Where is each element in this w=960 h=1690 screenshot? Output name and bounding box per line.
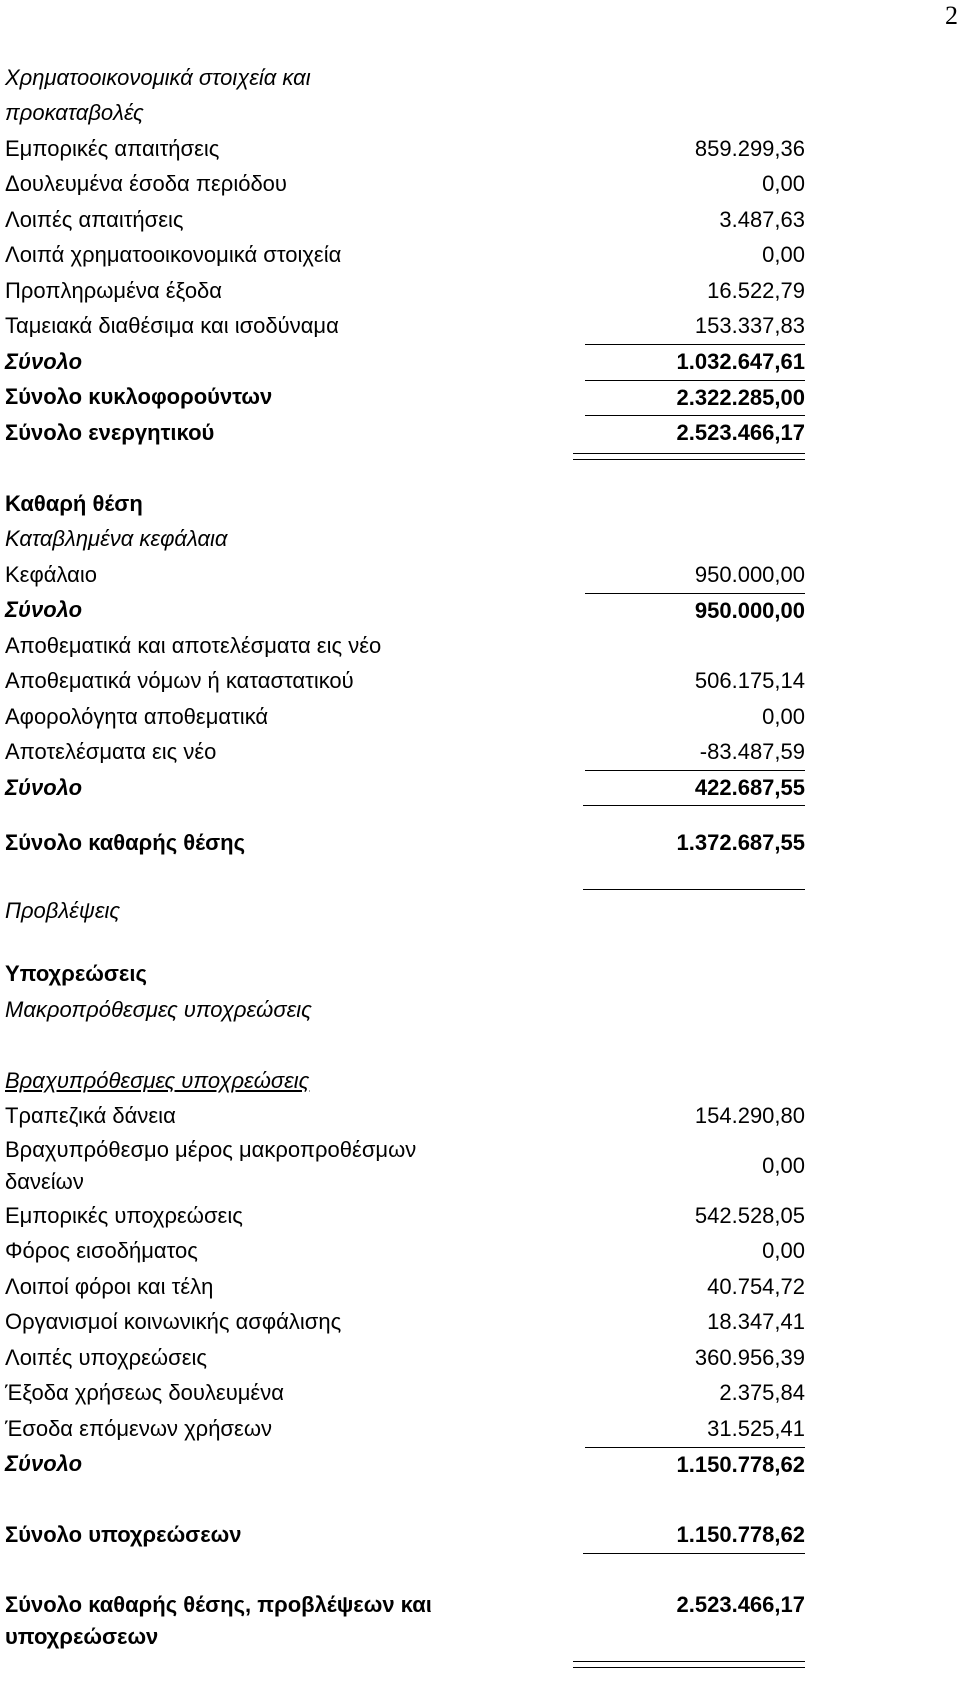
table-row bbox=[5, 1269, 805, 1305]
section-heading-label: Χρηματοοικονομικά στοιχεία και bbox=[5, 64, 311, 90]
table-row-multiline bbox=[5, 1134, 805, 1198]
grand-total-value: 2.523.466,17 bbox=[676, 1591, 805, 1617]
subtotal-value: 1.032.647,61 bbox=[585, 344, 805, 379]
table-row bbox=[5, 1198, 805, 1234]
section-heading-line2 bbox=[5, 96, 805, 132]
short-term-total-row bbox=[5, 1447, 805, 1483]
current-assets-total-value: 2.322.285,00 bbox=[585, 380, 805, 415]
capital-total-row bbox=[5, 593, 805, 629]
table-row bbox=[5, 1099, 805, 1135]
table-row bbox=[5, 1340, 805, 1376]
row-label: Λοιπές υποχρεώσεις bbox=[5, 1344, 207, 1370]
spacer bbox=[5, 1028, 805, 1064]
row-label: Εμπορικές υποχρεώσεις bbox=[5, 1202, 243, 1228]
row-value: 859.299,36 bbox=[694, 135, 805, 161]
row-value: 950.000,00 bbox=[694, 561, 805, 587]
spacer bbox=[5, 806, 805, 826]
reserves-total-row bbox=[5, 770, 805, 806]
table-row bbox=[5, 664, 805, 700]
current-assets-total-label: Σύνολο κυκλοφορούντων bbox=[5, 384, 273, 410]
subtotal-row bbox=[5, 344, 805, 380]
row-value: 153.337,83 bbox=[694, 313, 805, 339]
double-underline bbox=[573, 453, 805, 460]
row-label: Αφορολόγητα αποθεματικά bbox=[5, 703, 269, 729]
spacer bbox=[5, 1482, 805, 1518]
table-row bbox=[5, 167, 805, 203]
current-assets-total-row bbox=[5, 380, 805, 416]
row-label: Έσοδα επόμενων χρήσεων bbox=[5, 1415, 272, 1441]
reserves-heading-row bbox=[5, 628, 805, 664]
assets-total-row bbox=[5, 415, 805, 451]
equity-heading: Καθαρή θέση bbox=[5, 490, 143, 516]
equity-heading-row bbox=[5, 486, 805, 522]
row-value: 360.956,39 bbox=[694, 1344, 805, 1370]
short-term-heading: Βραχυπρόθεσμες υποχρεώσεις bbox=[5, 1067, 310, 1093]
row-label: Τραπεζικά δάνεια bbox=[5, 1103, 176, 1129]
row-label: Έξοδα χρήσεως δουλευμένα bbox=[5, 1380, 284, 1406]
row-label: Αποθεματικά νόμων ή καταστατικού bbox=[5, 668, 354, 694]
row-value: 0,00 bbox=[762, 703, 805, 729]
equity-total-value: 1.372.687,55 bbox=[676, 830, 805, 856]
page-number: 2 bbox=[945, 1, 958, 30]
assets-total-value: 2.523.466,17 bbox=[585, 415, 805, 450]
row-label: Κεφάλαιο bbox=[5, 561, 97, 587]
long-term-heading: Μακροπρόθεσμες υποχρεώσεις bbox=[5, 996, 312, 1022]
table-row bbox=[5, 699, 805, 735]
liabilities-heading: Υποχρεώσεις bbox=[5, 961, 147, 987]
row-value: 542.528,05 bbox=[694, 1202, 805, 1228]
grand-total-label-line2: υποχρεώσεων bbox=[5, 1623, 159, 1649]
grand-total-label-line1: Σύνολο καθαρής θέσης, προβλέψεων και bbox=[5, 1591, 432, 1617]
equity-total-label: Σύνολο καθαρής θέσης bbox=[5, 830, 246, 856]
long-term-heading-row bbox=[5, 992, 805, 1028]
reserves-total-value: 422.687,55 bbox=[585, 770, 805, 805]
row-value: 0,00 bbox=[762, 1153, 805, 1178]
section-heading-label-cont: προκαταβολές bbox=[5, 100, 144, 126]
row-label: Λοιποί φόροι και τέλη bbox=[5, 1273, 214, 1299]
capital-heading-row bbox=[5, 522, 805, 558]
spacer bbox=[5, 1553, 805, 1589]
provisions-heading: Προβλέψεις bbox=[5, 897, 121, 923]
grand-total-label bbox=[5, 1589, 432, 1653]
liabilities-total-value: 1.150.778,62 bbox=[676, 1522, 805, 1548]
row-value: 154.290,80 bbox=[694, 1103, 805, 1129]
liabilities-total-row bbox=[5, 1518, 805, 1554]
short-term-total-label: Σύνολο bbox=[5, 1451, 83, 1477]
underline bbox=[583, 889, 805, 890]
table-row bbox=[5, 202, 805, 238]
capital-heading: Καταβλημένα κεφάλαια bbox=[5, 526, 228, 552]
row-value: 31.525,41 bbox=[707, 1415, 805, 1441]
table-row bbox=[5, 238, 805, 274]
double-underline bbox=[573, 1661, 805, 1668]
row-value: 2.375,84 bbox=[719, 1380, 805, 1406]
spacer bbox=[5, 929, 805, 957]
row-label: Αποτελέσματα εις νέο bbox=[5, 739, 217, 765]
reserves-heading: Αποθεματικά και αποτελέσματα εις νέο bbox=[5, 632, 382, 658]
table-row bbox=[5, 1411, 805, 1447]
short-term-total-value: 1.150.778,62 bbox=[585, 1447, 805, 1482]
row-value: -83.487,59 bbox=[699, 739, 805, 765]
row-label: Προπληρωμένα έξοδα bbox=[5, 277, 223, 303]
table-row bbox=[5, 1376, 805, 1412]
capital-total-label: Σύνολο bbox=[5, 597, 83, 623]
balance-sheet bbox=[5, 60, 805, 1653]
underline bbox=[583, 805, 805, 806]
row-label: Δουλευμένα έσοδα περιόδου bbox=[5, 171, 287, 197]
provisions-heading-row bbox=[5, 893, 805, 929]
row-label: Ταμειακά διαθέσιμα και ισοδύναμα bbox=[5, 313, 339, 339]
row-label: Λοιπά χρηματοοικονομικά στοιχεία bbox=[5, 242, 342, 268]
row-value: 3.487,63 bbox=[719, 206, 805, 232]
equity-total-row bbox=[5, 826, 805, 862]
table-row bbox=[5, 1234, 805, 1270]
row-value: 0,00 bbox=[762, 171, 805, 197]
row-label-line1: Βραχυπρόθεσμο μέρος μακροπροθέσμων bbox=[5, 1137, 417, 1162]
table-row bbox=[5, 557, 805, 593]
row-value: 0,00 bbox=[762, 242, 805, 268]
row-label: Λοιπές απαιτήσεις bbox=[5, 206, 184, 232]
underline bbox=[583, 1553, 805, 1554]
grand-total-row bbox=[5, 1589, 805, 1653]
row-label-line2: δανείων bbox=[5, 1169, 84, 1194]
row-value: 18.347,41 bbox=[707, 1309, 805, 1335]
row-label: Οργανισμοί κοινωνικής ασφάλισης bbox=[5, 1309, 342, 1335]
table-row bbox=[5, 309, 805, 345]
row-label: Φόρος εισοδήματος bbox=[5, 1238, 198, 1264]
section-heading-line1 bbox=[5, 60, 805, 96]
row-value: 40.754,72 bbox=[707, 1273, 805, 1299]
capital-total-value: 950.000,00 bbox=[585, 593, 805, 628]
rule-row bbox=[5, 861, 805, 893]
row-label bbox=[5, 1134, 416, 1198]
row-value: 0,00 bbox=[762, 1238, 805, 1264]
table-row bbox=[5, 1305, 805, 1341]
table-row bbox=[5, 735, 805, 771]
liabilities-total-label: Σύνολο υποχρεώσεων bbox=[5, 1522, 242, 1548]
reserves-total-label: Σύνολο bbox=[5, 774, 83, 800]
row-value: 506.175,14 bbox=[694, 668, 805, 694]
assets-total-label: Σύνολο ενεργητικού bbox=[5, 419, 215, 445]
row-label: Εμπορικές απαιτήσεις bbox=[5, 135, 220, 161]
subtotal-label: Σύνολο bbox=[5, 348, 83, 374]
table-row bbox=[5, 131, 805, 167]
table-row bbox=[5, 273, 805, 309]
short-term-heading-row bbox=[5, 1063, 805, 1099]
liabilities-heading-row bbox=[5, 957, 805, 993]
row-value: 16.522,79 bbox=[707, 277, 805, 303]
